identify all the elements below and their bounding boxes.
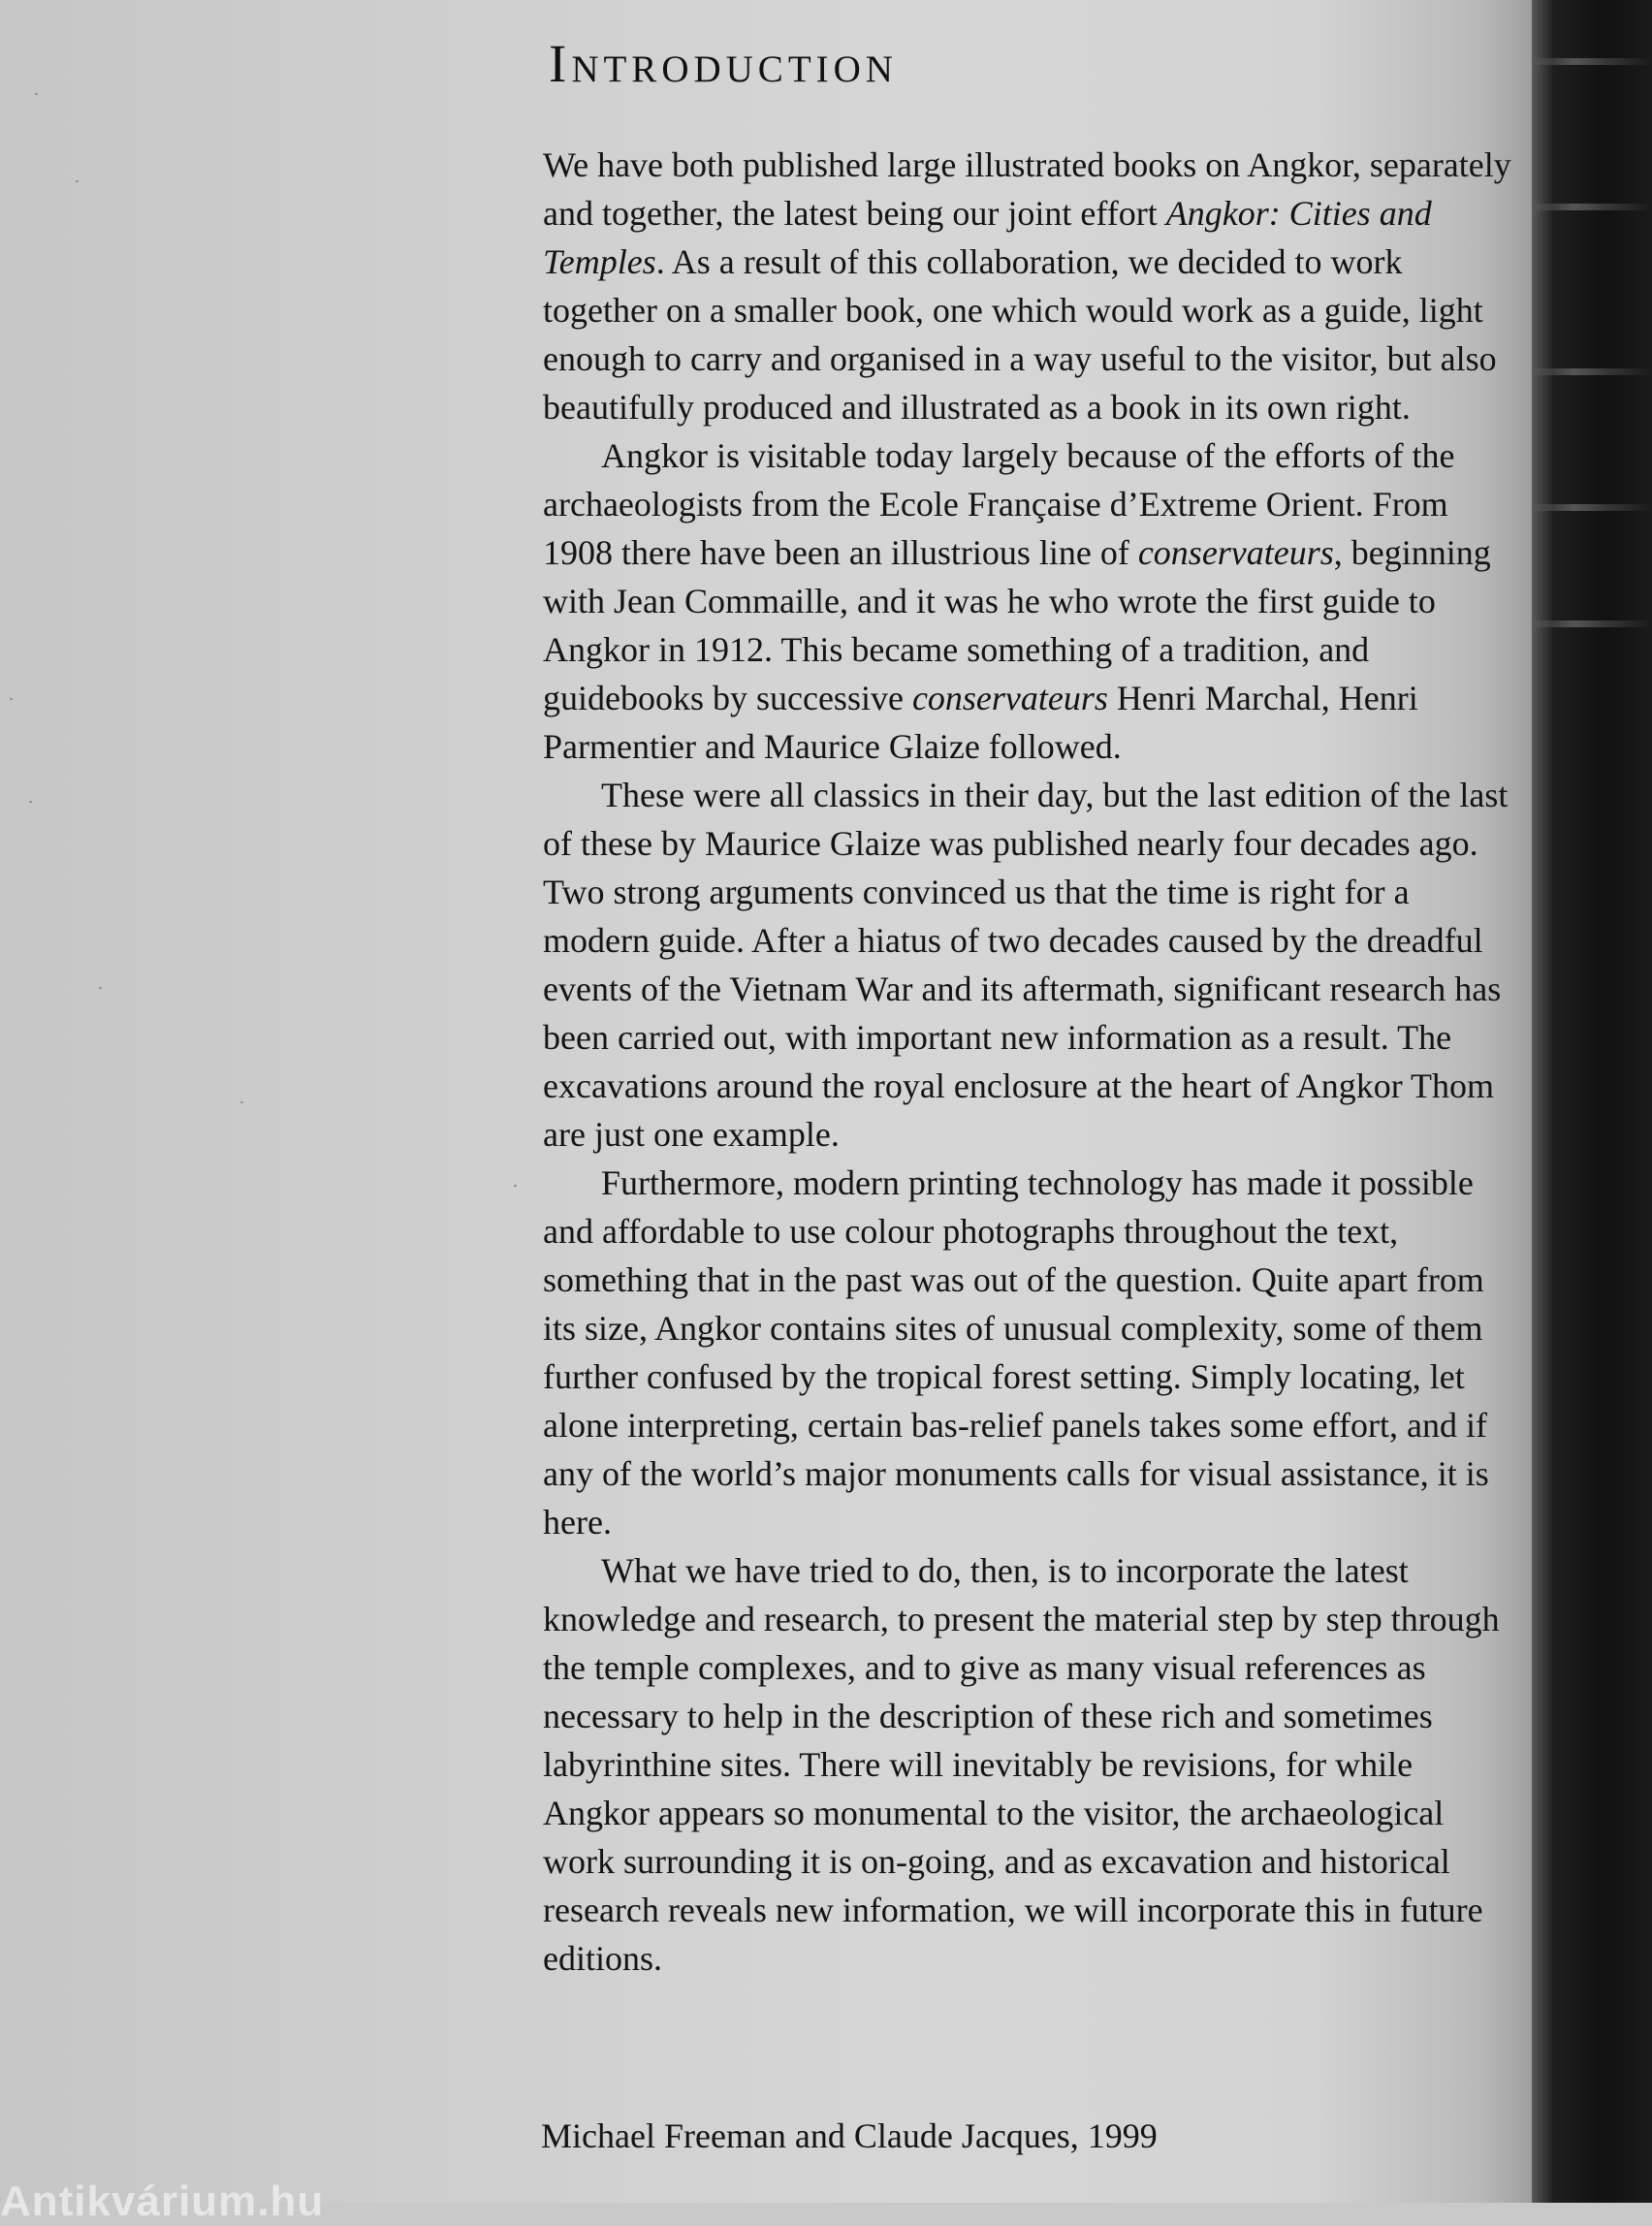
page-title: Introduction xyxy=(549,34,898,93)
authors-signature: Michael Freeman and Claude Jacques, 1999 xyxy=(541,2116,1158,2155)
paper-speck xyxy=(10,698,13,700)
body-paragraph xyxy=(543,1159,1512,1546)
body-paragraph xyxy=(543,771,1512,1159)
text-run: These were all classics in their day, but the last edition of the last of these by Maurice Glaize was published nearly four decades ago. Two strong arguments convinced us that the time is right for a modern guide. After a hiatus of two decades caused by the dreadful events of the Vietnam War and its aftermath, significant research has been carried out, with important new information as a result. The excavations around the royal enclosure at the heart of Angkor Thom are just one example. xyxy=(543,776,1509,1154)
paper-speck xyxy=(35,93,38,95)
text-run: Furthermore, modern printing technology has made it possible and affordable to use colour photographs throughout the text, something that in the past was out of the question. Quite apart from its size, Angkor contains sites of unusual complexity, some of them further confused by the tropical forest setting. Simply locating, let alone interpreting, certain bas-relief panels takes some effort, and if any of the world’s major monuments calls for visual assistance, it is here. xyxy=(543,1163,1489,1542)
page-edge-ridge xyxy=(1532,620,1652,627)
paper-speck xyxy=(76,180,79,182)
paper-speck xyxy=(514,1185,517,1187)
body-paragraph xyxy=(543,1546,1512,1983)
italic-text-run: conservateurs xyxy=(1137,533,1334,572)
text-run: , beginning with Jean Commaille, and it was he who wrote the first guide to Angkor in 1912. This became something of a tradition, and guidebooks by successive xyxy=(543,533,1491,717)
italic-text-run: Angkor: Cities and Temples xyxy=(543,194,1432,281)
page-edge-ridge xyxy=(1532,368,1652,375)
paper-speck xyxy=(99,987,102,989)
italic-text-run: conservateurs xyxy=(911,679,1108,717)
page-edge-ridge xyxy=(1532,504,1652,511)
page-edge-ridge xyxy=(1532,58,1652,65)
text-run: What we have tried to do, then, is to incorporate the latest knowledge and research, to present the material step by step through the temple complexes, and to give as many visual references as necessary to help in the description of these rich and sometimes labyrinthine sites. There will inevitably be revisions, for while Angkor appears so monumental to the visitor, the archaeological work surrounding it is on-going, and as excavation and historical research reveals new information, we will incorporate this in future editions. xyxy=(543,1551,1500,1978)
body-paragraph xyxy=(543,431,1512,771)
text-run: . As a result of this collaboration, we decided to work together on a smaller book, one which would work as a guide, light enough to carry and organised in a way useful to the visitor, but also beautifully produced and illustrated as a book in its own right. xyxy=(543,242,1497,427)
page-edge-ridge xyxy=(1532,204,1652,210)
text-run: Angkor is visitable today largely because of the efforts of the archaeologists from the Ecole Française d’Extreme Orient. From 1908 there have been an illustrious line of xyxy=(543,436,1455,572)
text-run: We have both published large illustrated books on Angkor, separately and together, the latest being our joint effort xyxy=(543,145,1511,233)
body-paragraph xyxy=(543,141,1512,431)
watermark-text: Antikvárium.hu xyxy=(0,2178,325,2225)
text-run: Henri Marchal, Henri Parmentier and Maurice Glaize followed. xyxy=(543,679,1418,766)
paper-speck xyxy=(29,801,32,803)
introduction-body xyxy=(543,141,1512,1983)
paper-speck xyxy=(240,1101,243,1103)
book-page-edge xyxy=(1532,0,1652,2203)
